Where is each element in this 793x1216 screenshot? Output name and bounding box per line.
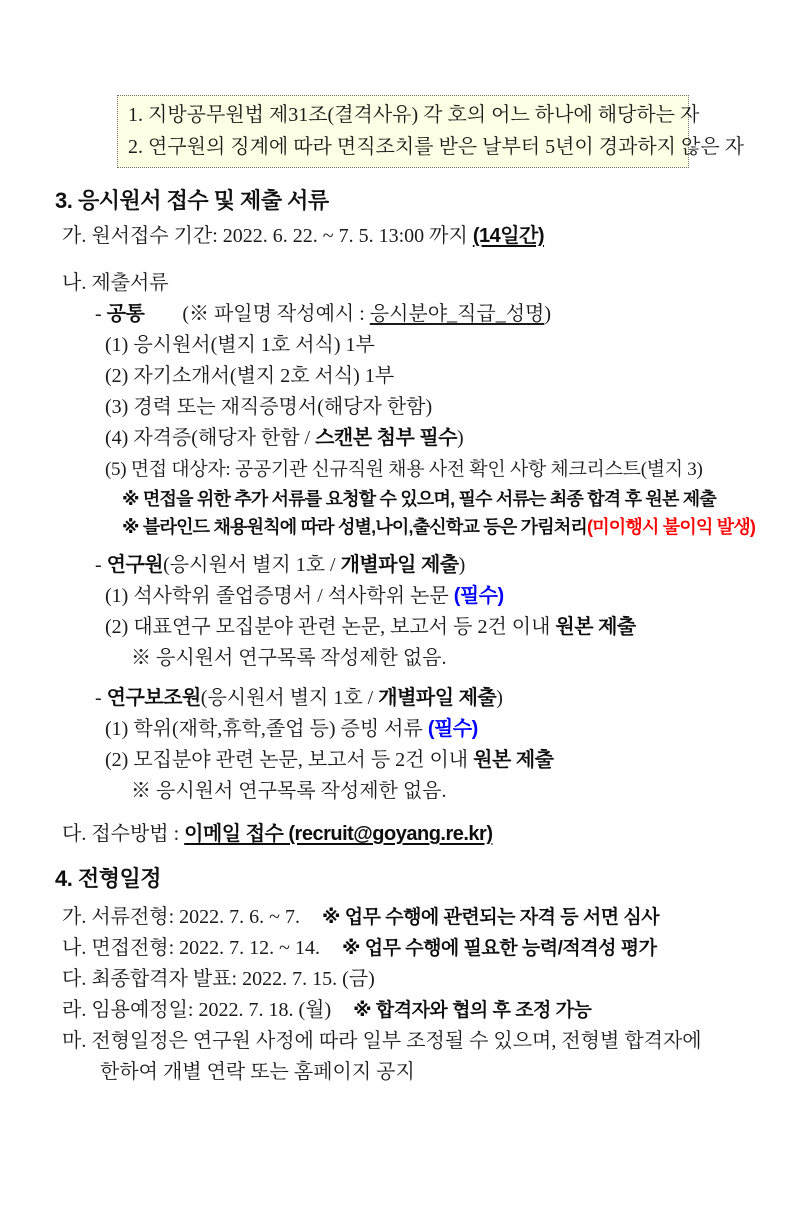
section3-heading: 3. 응시원서 접수 및 제출 서류 [55,188,329,213]
researcher-docs-header [0,550,793,581]
assistant-title: 연구보조원 [106,687,201,709]
filename-example-post: ) [544,303,552,325]
blind-hiring-note-text: ※ 블라인드 채용원칙에 따라 성별,나이,출신학교 등은 가림처리 [122,517,588,537]
schedule-interview [0,933,793,964]
common-doc-item-5: (5) 면접 대상자: 공공기관 신규직원 채용 사전 확인 사항 체크리스트(별지 3) [105,459,703,480]
blind-hiring-note [0,513,793,541]
researcher-doc-1-required: (필수) [453,585,504,607]
researcher-paren-pre: (응시원서 별지 1호 / [163,554,341,576]
researcher-doc-1 [0,581,793,612]
researcher-paren-post: ) [458,554,466,576]
receipt-period-line [0,221,793,252]
assistant-doc-1 [0,714,793,745]
schedule-document-screening-date: 가. 서류전형: 2022. 7. 6. ~ 7. [62,906,300,928]
dash: - [95,687,107,709]
researcher-doc-2-original: 원본 제출 [555,616,636,638]
schedule-document-screening [0,902,793,933]
interview-extra-docs-note: ※ 면접을 위한 추가 서류를 요청할 수 있으며, 필수 서류는 최종 합격 후 원본 제출 [122,489,716,509]
receipt-method-line [0,819,793,850]
assistant-individual-file: 개별파일 제출 [378,687,497,709]
schedule-change-notice-line1: 마. 전형일정은 연구원 사정에 따라 일부 조정될 수 있으며, 전형별 합격자에 [62,1030,702,1052]
schedule-appointment-date [0,995,793,1026]
assistant-docs-header [0,683,793,714]
document-page [0,95,793,1088]
researcher-doc-2-text: (2) 대표연구 모집분야 관련 논문, 보고서 등 2건 이내 [105,616,556,638]
item4-scan-required: 스캔본 첨부 필수 [315,427,457,449]
common-docs-title: 공통 [106,303,145,325]
schedule-interview-date: 나. 면접전형: 2022. 7. 12. ~ 14. [62,937,320,959]
schedule-final-announcement: 다. 최종합격자 발표: 2022. 7. 15. (금) [62,968,375,990]
section4-heading: 4. 전형일정 [55,866,161,891]
dash: - [95,554,107,576]
researcher-list-note: ※ 응시원서 연구목록 작성제한 없음. [131,647,447,669]
receipt-method-label: 다. 접수방법 : [62,823,185,845]
common-doc-item-1: (1) 응시원서(별지 1호 서식) 1부 [105,334,375,356]
schedule-interview-note: ※ 업무 수행에 필요한 능력/적격성 평가 [341,938,657,959]
receipt-method-email: 이메일 접수 (recruit@goyang.re.kr) [184,823,493,845]
submission-docs-label: 나. 제출서류 [62,272,169,294]
schedule-document-screening-note: ※ 업무 수행에 관련되는 자격 등 서면 심사 [321,907,660,928]
common-docs-header [0,299,793,330]
common-doc-item-2: (2) 자기소개서(별지 2호 서식) 1부 [105,365,395,387]
assistant-paren-post: ) [496,687,503,709]
notice-line-2: 2. 연구원의 징계에 따라 면직조치를 받은 날부터 5년이 경과하지 않은 자 [128,136,744,158]
receipt-period-duration: (14일간) [472,225,545,247]
dash: - [95,303,107,325]
blind-hiring-penalty: (미이행시 불이익 발생) [587,517,756,537]
researcher-title: 연구원 [106,554,164,576]
researcher-individual-file: 개별파일 제출 [340,554,459,576]
schedule-change-notice-line2: 한하여 개별 연락 또는 홈페이지 공지 [100,1061,415,1083]
assistant-doc-1-text: (1) 학위(재학,휴학,졸업 등) 증빙 서류 [105,718,428,740]
schedule-appointment-note: ※ 합격자와 협의 후 조정 가능 [353,1000,592,1021]
assistant-doc-2-original: 원본 제출 [473,749,554,771]
assistant-list-note: ※ 응시원서 연구목록 작성제한 없음. [131,780,447,802]
item4-post: ) [456,427,464,449]
disqualification-notice-box [117,95,744,168]
common-doc-item-3: (3) 경력 또는 재직증명서(해당자 한함) [105,396,433,418]
assistant-doc-2-text: (2) 모집분야 관련 논문, 보고서 등 2건 이내 [105,749,474,771]
filename-example: 응시분야_직급_성명 [369,303,545,325]
assistant-doc-1-required: (필수) [427,718,478,740]
schedule-appointment-date-text: 라. 임용예정일: 2022. 7. 18. (월) [62,999,332,1021]
receipt-period-text: 가. 원서접수 기간: 2022. 6. 22. ~ 7. 5. 13:00 까지 [62,225,473,247]
researcher-doc-1-text: (1) 석사학위 졸업증명서 / 석사학위 논문 [105,585,454,607]
common-doc-item-4 [0,423,793,454]
filename-example-pre: (※ 파일명 작성예시 : [182,303,370,325]
researcher-doc-2 [0,612,793,643]
notice-line-1: 1. 지방공무원법 제31조(결격사유) 각 호의 어느 하나에 해당하는 자 [128,104,700,126]
assistant-paren-pre: (응시원서 별지 1호 / [200,687,379,709]
assistant-doc-2 [0,745,793,776]
item4-pre: (4) 자격증(해당자 한함 / [105,427,316,449]
